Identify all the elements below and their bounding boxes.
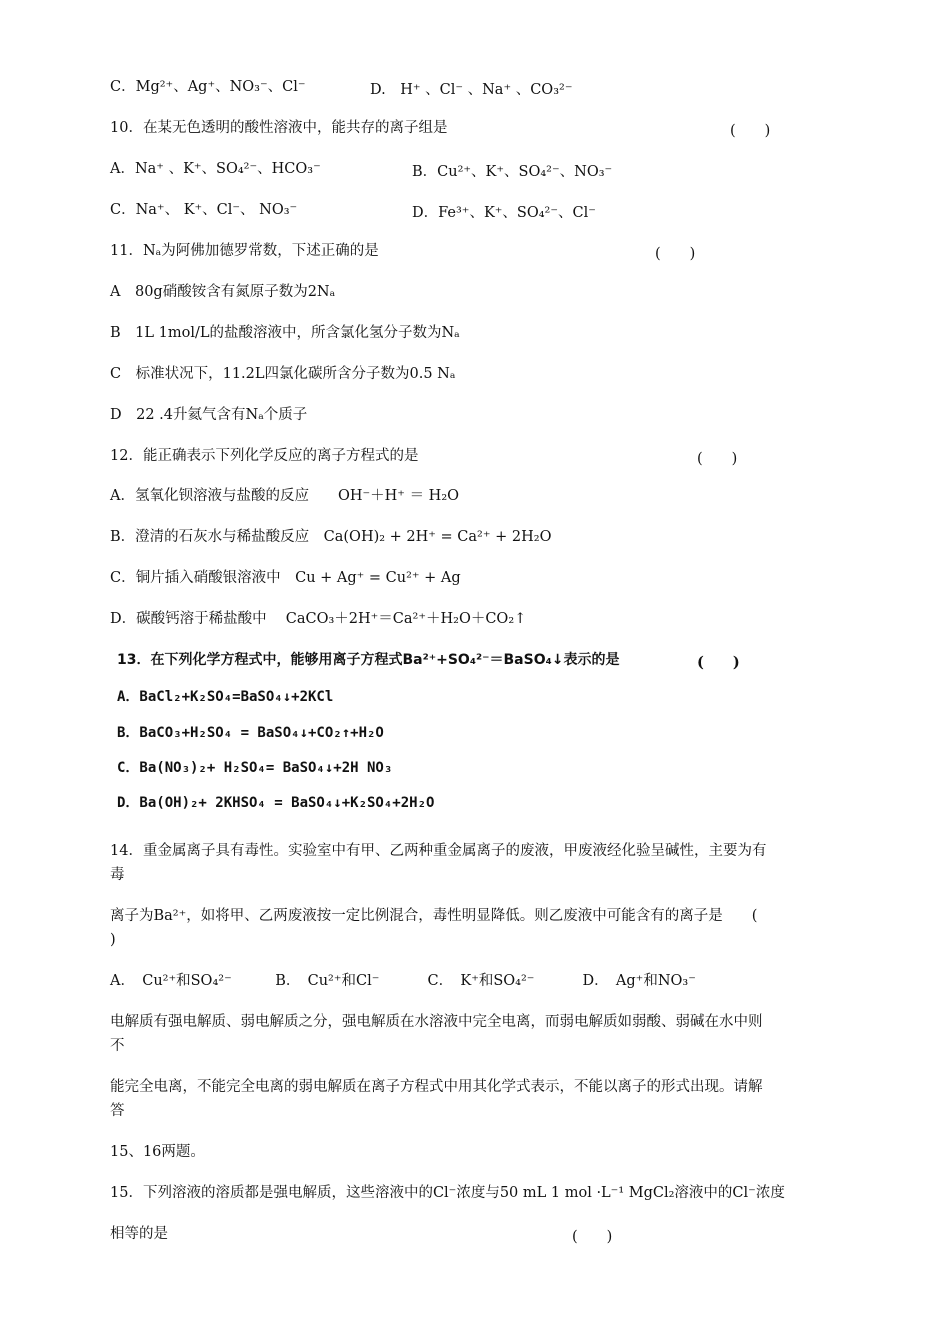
q14-stem-line1-wrap: 毒 bbox=[110, 867, 125, 883]
q10-option-b: B．Cu²⁺、K⁺、SO₄²⁻、NO₃⁻ bbox=[412, 164, 613, 180]
q11-answer-paren: ( ) bbox=[655, 246, 696, 262]
passage-line3: 15、16两题。 bbox=[110, 1144, 205, 1160]
q11-option-c: C 标准状况下，11.2L四氯化碳所含分子数为0.5 Nₐ bbox=[110, 366, 456, 382]
q15-stem-line2: 相等的是 bbox=[110, 1226, 168, 1242]
q12-option-b: B．澄清的石灰水与稀盐酸反应 Ca(OH)₂ + 2H⁺ = Ca²⁺ + 2H₂O bbox=[110, 529, 552, 545]
q11-option-a: A 80g硝酸铵含有氮原子数为2Nₐ bbox=[110, 284, 336, 300]
q13-option-c: C．Ba(NO₃)₂+ H₂SO₄= BaSO₄↓+2H NO₃ bbox=[117, 760, 393, 776]
q14-stem-line1: 14．重金属离子具有毒性。实验室中有甲、乙两种重金属离子的废液，甲废液经化验呈碱性，主要为有 bbox=[110, 843, 767, 859]
q10-option-a: A．Na⁺ 、K⁺、SO₄²⁻、HCO₃⁻ bbox=[110, 161, 321, 177]
q13-option-a: A．BaCl₂+K₂SO₄=BaSO₄↓+2KCl bbox=[117, 689, 334, 705]
q10-option-c: C．Na⁺、 K⁺、Cl⁻、 NO₃⁻ bbox=[110, 202, 298, 218]
passage-line1: 电解质有强电解质、弱电解质之分，强电解质在水溶液中完全电离，而弱电解质如弱酸、弱碱在水中则 bbox=[110, 1014, 763, 1030]
q14-options: A． Cu²⁺和SO₄²⁻ B． Cu²⁺和Cl⁻ C． K⁺和SO₄²⁻ D． Ag⁺和NO₃⁻ bbox=[110, 973, 696, 989]
q14-stem-line2-wrap: ) bbox=[110, 932, 116, 948]
q11-option-d: D 22 .4升氦气含有Nₐ个质子 bbox=[110, 407, 308, 423]
passage-line2-wrap: 答 bbox=[110, 1103, 125, 1119]
q13-stem: 13．在下列化学方程式中，能够用离子方程式Ba²⁺+SO₄²⁻＝BaSO₄↓表示的是 bbox=[117, 652, 620, 668]
q12-stem: 12．能正确表示下列化学反应的离子方程式的是 bbox=[110, 448, 419, 464]
q13-answer-paren: ( ) bbox=[697, 654, 740, 671]
q12-option-a: A．氢氧化钡溶液与盐酸的反应 OH⁻＋H⁺ ＝ H₂O bbox=[110, 488, 460, 504]
q14-stem-line2: 离子为Ba²⁺，如将甲、乙两废液按一定比例混合，毒性明显降低。则乙废液中可能含有的离子是 ( bbox=[110, 908, 758, 924]
q10-stem: 10．在某无色透明的酸性溶液中，能共存的离子组是 bbox=[110, 120, 448, 136]
passage-line2: 能完全电离，不能完全电离的弱电解质在离子方程式中用其化学式表示，不能以离子的形式出现。请解 bbox=[110, 1079, 763, 1095]
q11-option-b: B 1L 1mol/L的盐酸溶液中，所含氯化氢分子数为Nₐ bbox=[110, 325, 460, 341]
q12-option-c: C．铜片插入硝酸银溶液中 Cu + Ag⁺ = Cu²⁺ + Ag bbox=[110, 570, 461, 586]
q9-option-d: D. H⁺ 、Cl⁻ 、Na⁺ 、CO₃²⁻ bbox=[370, 82, 573, 98]
q10-answer-paren: ( ) bbox=[730, 123, 771, 139]
q11-stem: 11．Nₐ为阿佛加德罗常数，下述正确的是 bbox=[110, 243, 379, 259]
passage-line1-wrap: 不 bbox=[110, 1038, 125, 1054]
q15-stem-line1: 15．下列溶液的溶质都是强电解质，这些溶液中的Cl⁻浓度与50 mL 1 mol ·L⁻¹ MgCl₂溶液中的Cl⁻浓度 bbox=[110, 1185, 785, 1201]
q12-option-d: D．碳酸钙溶于稀盐酸中 CaCO₃＋2H⁺＝Ca²⁺＋H₂O＋CO₂↑ bbox=[110, 611, 527, 627]
q12-answer-paren: ( ) bbox=[697, 451, 738, 467]
q10-option-d: D．Fe³⁺、K⁺、SO₄²⁻、Cl⁻ bbox=[412, 205, 596, 221]
q15-answer-paren: ( ) bbox=[572, 1229, 613, 1245]
q13-option-d: D．Ba(OH)₂+ 2KHSO₄ = BaSO₄↓+K₂SO₄+2H₂O bbox=[117, 795, 435, 811]
q13-option-b: B．BaCO₃+H₂SO₄ = BaSO₄↓+CO₂↑+H₂O bbox=[117, 725, 384, 741]
q9-option-c: C．Mg²⁺、Ag⁺、NO₃⁻、Cl⁻ bbox=[110, 79, 306, 95]
